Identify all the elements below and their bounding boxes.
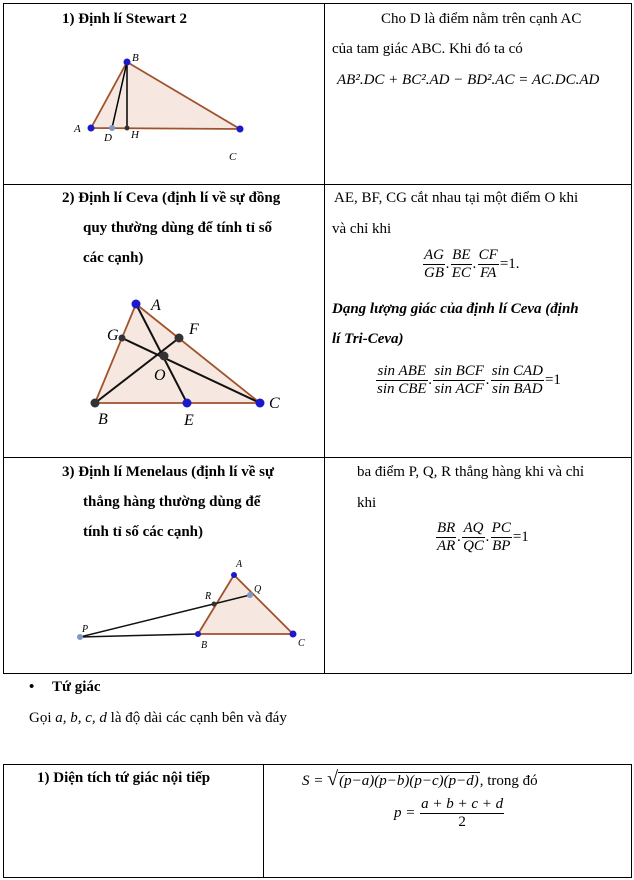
label-h: H xyxy=(131,129,139,141)
trig-ratio-1: $\frac{\text{sin ABE}}{\text{sin CBE}}$ xyxy=(377,363,427,397)
point-a xyxy=(132,300,141,309)
menelaus-desc-1: ba điểm P, Q, R thẳng hàng khi và chỉ xyxy=(357,464,585,480)
menelaus-title-2: thẳng hàng thường dùng để xyxy=(83,494,261,510)
intro-vars: a, b, c, d xyxy=(55,710,107,726)
menelaus-figure xyxy=(64,558,314,658)
point-a xyxy=(88,125,95,132)
label-f: F xyxy=(189,321,199,338)
point-c xyxy=(237,126,244,133)
radicand: (p−a)(p−b)(p−c)(p−d) xyxy=(339,773,479,789)
stewart-desc-2: của tam giác ABC. Khi đó ta có xyxy=(332,41,523,57)
label-a: A xyxy=(74,123,81,135)
brahmagupta-formula: S = √(p−a)(p−b)(p−c)(p−d), trong đó xyxy=(302,768,538,790)
triangle-abc xyxy=(95,304,260,403)
section-intro: Gọi a, b, c, d là độ dài các cạnh bên và đáy xyxy=(29,710,287,726)
trig-ratio-2: $\frac{\text{sin BCF}}{\text{sin ACF}}$ xyxy=(434,363,484,397)
ratio-cf-fa: $\frac{CF}{FA}$ xyxy=(478,247,498,281)
point-f xyxy=(175,334,184,343)
ceva-title-3: các cạnh) xyxy=(83,250,144,266)
label-a: A xyxy=(236,559,243,570)
section-bullet: • xyxy=(29,679,35,695)
menelaus-ratio: $\frac{BR}{AR}$ . $\frac{AQ}{QC}$ . $\frac{PC}{BP}$ =1 xyxy=(437,520,529,554)
ratio-pc-bp: $\frac{PC}{BP}$ xyxy=(491,520,511,554)
point-b xyxy=(124,59,131,66)
ceva-desc-1: AE, BF, CG cắt nhau tại một điểm O khi xyxy=(334,190,579,206)
point-o xyxy=(160,352,169,361)
quad-table xyxy=(3,764,632,878)
ceva-left-cell xyxy=(4,185,325,458)
menelaus-title-3: tính tỉ số các cạnh) xyxy=(83,524,203,540)
ratio-be-ec: $\frac{BE}{EC}$ xyxy=(451,247,471,281)
menelaus-desc-2: khi xyxy=(357,495,377,511)
label-b: B xyxy=(132,52,139,64)
ceva-figure xyxy=(84,290,294,430)
point-a xyxy=(231,572,237,578)
quad-row-title: 1) Diện tích tứ giác nội tiếp xyxy=(37,770,211,786)
label-c: C xyxy=(269,395,280,412)
ceva-trig-formula: $\frac{\text{sin ABE}}{\text{sin CBE}}$ . $\frac{\text{sin BCF}}{\text{sin ACF}}$ . $\frac{\text{sin CAD}}{\text{sin BAD}}$ =1 xyxy=(377,363,561,397)
stewart-desc-1: Cho D là điểm nằm trên cạnh AC xyxy=(381,11,582,27)
line-pb xyxy=(80,634,198,637)
point-c xyxy=(290,631,297,638)
label-b: B xyxy=(98,411,108,428)
label-b: B xyxy=(201,640,208,651)
semiperimeter-formula: p = $\frac{a + b + c + d}{2}$ xyxy=(394,796,504,830)
point-c xyxy=(256,399,265,408)
label-e: E xyxy=(184,412,194,429)
label-c: C xyxy=(229,151,237,163)
quad-left-cell xyxy=(4,765,264,878)
label-d: D xyxy=(104,132,112,144)
quad-right-cell xyxy=(264,765,632,878)
label-r: R xyxy=(205,591,212,602)
section-title: Tứ giác xyxy=(52,679,101,695)
label-q: Q xyxy=(254,584,262,595)
p-fraction: $\frac{a + b + c + d}{2}$ xyxy=(421,796,504,830)
point-b xyxy=(195,631,201,637)
point-h xyxy=(125,126,130,131)
ceva-ratio: $\frac{AG}{GB}$ . $\frac{BE}{EC}$ . $\frac{CF}{FA}$ =1. xyxy=(424,247,520,281)
ceva-trig-heading-1: Dạng lượng giác của định lí Ceva (định xyxy=(332,301,579,317)
ceva-title-2: quy thường dùng để tính tỉ số xyxy=(83,220,273,236)
label-a: A xyxy=(151,297,161,314)
ceva-trig-heading-2: lí Tri-Ceva) xyxy=(332,331,404,347)
label-g: G xyxy=(107,327,119,344)
stewart-figure xyxy=(64,44,264,169)
label-c: C xyxy=(298,638,305,649)
point-g xyxy=(119,335,126,342)
ceva-desc-2: và chỉ khi xyxy=(332,221,392,237)
menelaus-left-cell xyxy=(4,458,325,674)
stewart-title: 1) Định lí Stewart 2 xyxy=(62,11,187,27)
ceva-right-cell xyxy=(325,185,632,458)
ratio-ag-gb: $\frac{AG}{GB}$ xyxy=(424,247,444,281)
label-o: O xyxy=(154,367,166,384)
point-b xyxy=(91,399,100,408)
menelaus-right-cell xyxy=(325,458,632,674)
trig-ratio-3: $\frac{\text{sin CAD}}{\text{sin BAD}}$ xyxy=(491,363,543,397)
stewart-left-cell xyxy=(4,4,325,185)
point-r xyxy=(212,602,217,607)
point-q xyxy=(247,592,253,598)
ceva-title-1: 2) Định lí Ceva (định lí về sự đồng xyxy=(62,190,281,206)
ratio-aq-qc: $\frac{AQ}{QC}$ xyxy=(463,520,484,554)
point-e xyxy=(183,399,192,408)
menelaus-title-1: 3) Định lí Menelaus (định lí về sự xyxy=(62,464,274,480)
point-d xyxy=(109,125,115,131)
stewart-formula: AB².DC + BC².AD − BD².AC = AC.DC.AD xyxy=(337,72,600,88)
theorem-table xyxy=(3,3,632,674)
ratio-br-ar: $\frac{BR}{AR}$ xyxy=(437,520,456,554)
label-p: P xyxy=(82,624,89,635)
stewart-right-cell xyxy=(325,4,632,185)
